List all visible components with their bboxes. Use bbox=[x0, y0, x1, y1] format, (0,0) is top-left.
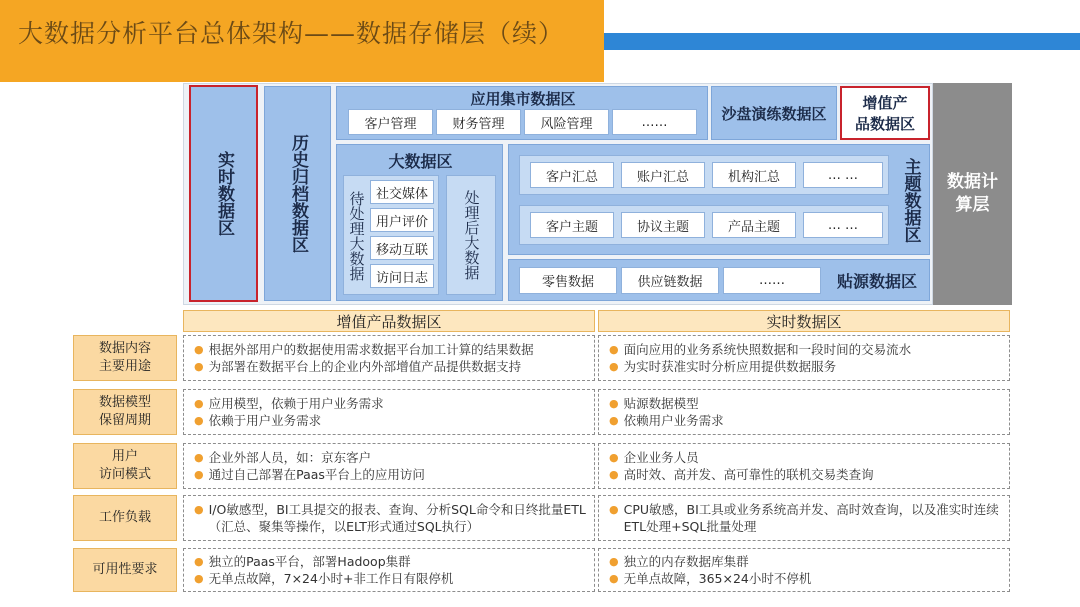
bullet-item bbox=[609, 449, 1001, 466]
theme-summary-item: 客户汇总 bbox=[530, 162, 614, 188]
bullet-item bbox=[194, 570, 586, 587]
source-zone-label: 贴源数据区 bbox=[836, 272, 917, 291]
bullet-dot-icon: ● bbox=[609, 343, 619, 356]
row-label-line: 数据模型 bbox=[98, 395, 151, 410]
theme-subject-item: … … bbox=[803, 212, 883, 238]
theme-summary-item: 账户汇总 bbox=[621, 162, 705, 188]
bullet-dot-icon: ● bbox=[609, 360, 619, 373]
bullet-item bbox=[194, 341, 586, 358]
theme-summary-item: 机构汇总 bbox=[712, 162, 796, 188]
big-data-zone-title: 大数据区 bbox=[388, 151, 453, 171]
bullet-dot-icon: ● bbox=[609, 572, 619, 585]
bullet-text: 为实时获准实时分析应用提供数据服务 bbox=[623, 359, 837, 374]
bullet-text: 独立的内存数据库集群 bbox=[623, 554, 749, 569]
source-data-zone bbox=[508, 259, 930, 301]
row-label-line: 可用性要求 bbox=[92, 562, 158, 577]
bullet-item bbox=[609, 553, 1001, 570]
bullet-dot-icon: ● bbox=[194, 503, 204, 516]
bullet-text: 依赖于用户业务需求 bbox=[208, 413, 322, 428]
theme-summary-row bbox=[519, 155, 889, 195]
bullet-dot-icon: ● bbox=[609, 468, 619, 481]
bullet-item bbox=[194, 358, 586, 375]
processed-big-data-box bbox=[446, 175, 496, 295]
theme-subject-item: 客户主题 bbox=[530, 212, 614, 238]
app-market-item: …… bbox=[612, 109, 697, 135]
row-label-line: 工作负载 bbox=[98, 510, 151, 525]
theme-summary-item: … … bbox=[803, 162, 883, 188]
bullet-item bbox=[609, 341, 1001, 358]
source-data-item: …… bbox=[723, 267, 821, 294]
realtime-data-zone-label: 实时数据区 bbox=[214, 151, 234, 236]
bullet-item bbox=[194, 395, 586, 412]
row-label-line: 用户 bbox=[111, 449, 138, 464]
bullet-dot-icon: ● bbox=[194, 468, 204, 481]
bullet-text: 根据外部用户的数据使用需求数据平台加工计算的结果数据 bbox=[208, 342, 534, 357]
table-cell-realtime bbox=[598, 443, 1010, 489]
bullet-text: 无单点故障，7×24小时+非工作日有限停机 bbox=[208, 571, 454, 586]
row-label-availability bbox=[73, 548, 177, 592]
value-added-zone bbox=[840, 86, 930, 140]
bullet-item bbox=[609, 501, 1001, 535]
bullet-text: 独立的Paas平台，部署Hadoop集群 bbox=[208, 554, 411, 569]
bullet-dot-icon: ● bbox=[194, 343, 204, 356]
source-data-item: 供应链数据 bbox=[621, 267, 719, 294]
history-archive-zone-label: 历史归档数据区 bbox=[288, 134, 308, 253]
column-header-value-added: 增值产品数据区 bbox=[183, 310, 595, 332]
bullet-text: 企业外部人员，如：京东客户 bbox=[208, 450, 372, 465]
bullet-item bbox=[194, 466, 586, 483]
bullet-text: 依赖用户业务需求 bbox=[623, 413, 724, 428]
app-market-title: 应用集市数据区 bbox=[470, 89, 576, 108]
table-cell-value-added bbox=[183, 443, 595, 489]
big-data-source-item: 移动互联 bbox=[370, 236, 434, 260]
bullet-dot-icon: ● bbox=[194, 414, 204, 427]
bullet-text: 为部署在数据平台上的企业内外部增值产品提供数据支持 bbox=[208, 359, 522, 374]
row-label-line: 访问模式 bbox=[98, 467, 151, 482]
bullet-text: 通过自己部署在Paas平台上的应用访问 bbox=[208, 467, 425, 482]
bullet-item bbox=[609, 358, 1001, 375]
theme-subject-item: 协议主题 bbox=[621, 212, 705, 238]
bullet-dot-icon: ● bbox=[609, 397, 619, 410]
value-added-zone-label-line1: 增值产 bbox=[862, 94, 908, 112]
source-data-item: 零售数据 bbox=[519, 267, 617, 294]
compute-layer-label-line1: 数据计 bbox=[947, 172, 998, 192]
big-data-zone bbox=[336, 144, 503, 301]
sandbox-zone-label: 沙盘演练数据区 bbox=[721, 104, 827, 123]
app-market-item: 财务管理 bbox=[436, 109, 521, 135]
title-accent-bar bbox=[604, 33, 1080, 50]
row-label-user-access bbox=[73, 443, 177, 489]
bullet-item bbox=[194, 553, 586, 570]
theme-data-zone bbox=[508, 144, 930, 255]
bullet-item bbox=[609, 395, 1001, 412]
table-cell-realtime bbox=[598, 548, 1010, 592]
bullet-dot-icon: ● bbox=[194, 555, 204, 568]
row-label-content-usage bbox=[73, 335, 177, 381]
bullet-text: 面向应用的业务系统快照数据和一段时间的交易流水 bbox=[623, 342, 912, 357]
theme-zone-label: 主题数据区 bbox=[900, 158, 921, 243]
pending-big-data-box bbox=[343, 175, 439, 295]
realtime-data-zone bbox=[190, 86, 257, 301]
row-label-workload bbox=[73, 495, 177, 541]
history-archive-zone bbox=[264, 86, 331, 301]
row-label-line: 主要用途 bbox=[98, 359, 151, 374]
app-market-zone bbox=[336, 86, 708, 140]
app-market-item: 客户管理 bbox=[348, 109, 433, 135]
bullet-dot-icon: ● bbox=[609, 503, 619, 516]
bullet-dot-icon: ● bbox=[609, 414, 619, 427]
bullet-text: I/O敏感型，BI工具提交的报表、查询、分析SQL命令和日终批量ETL（汇总、聚集等操作，以ELT形式通过SQL执行） bbox=[208, 502, 586, 534]
bullet-item bbox=[609, 412, 1001, 429]
pending-big-data-label-wrap bbox=[344, 178, 368, 294]
compute-layer bbox=[933, 83, 1012, 305]
big-data-source-item: 访问日志 bbox=[370, 264, 434, 288]
bullet-dot-icon: ● bbox=[194, 397, 204, 410]
bullet-dot-icon: ● bbox=[609, 555, 619, 568]
bullet-text: 高时效、高并发、高可靠性的联机交易类查询 bbox=[623, 467, 874, 482]
bullet-text: CPU敏感，BI工具或业务系统高并发、高时效查询，以及准实时连续ETL处理+SQL批量处理 bbox=[623, 502, 999, 534]
big-data-source-item: 用户评价 bbox=[370, 208, 434, 232]
bullet-dot-icon: ● bbox=[609, 451, 619, 464]
bullet-item bbox=[194, 412, 586, 429]
bullet-text: 企业业务人员 bbox=[623, 450, 699, 465]
row-label-model-retention bbox=[73, 389, 177, 435]
bullet-text: 贴源数据模型 bbox=[623, 396, 699, 411]
table-cell-realtime bbox=[598, 335, 1010, 381]
bullet-dot-icon: ● bbox=[194, 360, 204, 373]
table-cell-realtime bbox=[598, 495, 1010, 541]
bullet-item bbox=[194, 501, 586, 535]
table-cell-value-added bbox=[183, 335, 595, 381]
page-title: 大数据分析平台总体架构——数据存储层（续） bbox=[18, 19, 565, 48]
table-cell-value-added bbox=[183, 389, 595, 435]
bullet-dot-icon: ● bbox=[194, 451, 204, 464]
big-data-source-item: 社交媒体 bbox=[370, 180, 434, 204]
compute-layer-label-line2: 算层 bbox=[955, 195, 990, 215]
app-market-item: 风险管理 bbox=[524, 109, 609, 135]
value-added-zone-label-line2: 品数据区 bbox=[854, 115, 915, 133]
bullet-text: 无单点故障，365×24小时不停机 bbox=[623, 571, 812, 586]
column-header-realtime: 实时数据区 bbox=[598, 310, 1010, 332]
theme-subject-row bbox=[519, 205, 889, 245]
table-cell-value-added bbox=[183, 495, 595, 541]
bullet-dot-icon: ● bbox=[194, 572, 204, 585]
row-label-line: 数据内容 bbox=[98, 341, 151, 356]
row-label-line: 保留周期 bbox=[98, 413, 151, 428]
pending-big-data-label: 待处理大数据 bbox=[347, 191, 366, 281]
bullet-item bbox=[609, 466, 1001, 483]
table-cell-realtime bbox=[598, 389, 1010, 435]
processed-big-data-label: 处理后大数据 bbox=[462, 190, 481, 280]
bullet-item bbox=[609, 570, 1001, 587]
theme-subject-item: 产品主题 bbox=[712, 212, 796, 238]
theme-zone-label-wrap bbox=[895, 149, 925, 252]
table-cell-value-added bbox=[183, 548, 595, 592]
bullet-text: 应用模型，依赖于用户业务需求 bbox=[208, 396, 384, 411]
bullet-item bbox=[194, 449, 586, 466]
sandbox-zone bbox=[711, 86, 837, 140]
